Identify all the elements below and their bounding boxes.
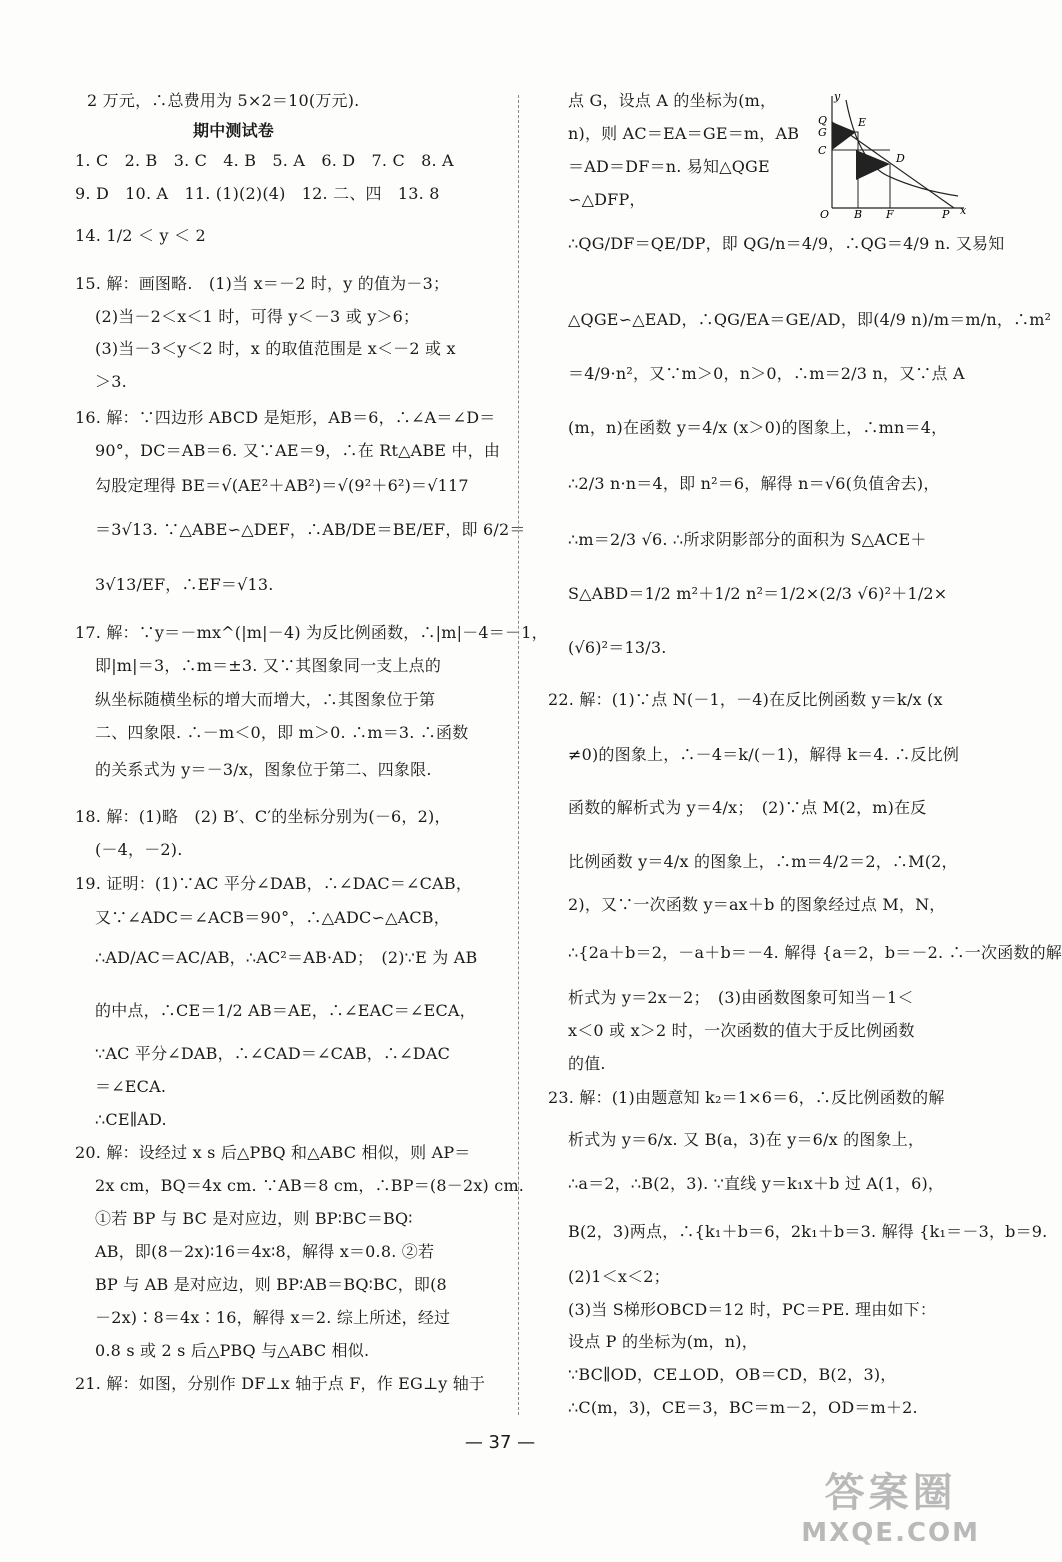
text-line: ∴QG/DF＝QE/DP，即 QG/n＝4/9，∴QG＝4/9 n. 又易知 — [568, 234, 1005, 253]
text-line: ∴CE∥AD. — [95, 1110, 167, 1129]
text-line: x＜0 或 x＞2 时，一次函数的值大于反比例函数 — [568, 1021, 915, 1040]
text-line: n)，则 AC＝EA＝GE＝m，AB — [568, 124, 800, 143]
text-line: 设点 P 的坐标为(m，n)， — [568, 1332, 758, 1351]
text-line: 2 万元，∴总费用为 5×2＝10(万元). — [87, 91, 360, 110]
text-line: ≠0)的图象上，∴－4＝k/(－1)，解得 k＝4. ∴反比例 — [568, 745, 960, 764]
watermark-text: 答案圈 — [824, 1470, 957, 1516]
text-line: 3√13/EF，∴EF＝√13. — [95, 575, 274, 594]
text-line: 的中点，∴CE＝1/2 AB＝AE，∴∠EAC＝∠ECA， — [95, 1001, 476, 1020]
text-line: (－4，－2). — [95, 840, 183, 859]
text-line: B(2，3)两点，∴{k₁＋b＝6，2k₁＋b＝3. 解得 {k₁＝－3，b＝9. — [568, 1222, 1048, 1241]
text-line: △QGE∽△EAD，∴QG/EA＝GE/AD，即(4/9 n)/m＝m/n，∴m² — [568, 310, 1052, 329]
text-line: 90°，DC＝AB＝6. 又∵AE＝9，∴在 Rt△ABE 中，由 — [95, 441, 501, 460]
text-line: AB，即(8－2x)∶16＝4x∶8，解得 x＝0.8. ②若 — [95, 1242, 435, 1261]
hyperbola-curve — [846, 100, 958, 196]
text-line: 点 G，设点 A 的坐标为(m， — [568, 91, 777, 110]
text-line: 1. C 2. B 3. C 4. B 5. A 6. D 7. C 8. A — [75, 151, 454, 170]
section-title: 期中测试卷 — [193, 121, 275, 140]
text-line: 9. D 10. A 11. (1)(2)(4) 12. 二、四 13. 8 — [75, 184, 440, 203]
watermark-url: MXQE.COM — [801, 1518, 980, 1548]
label-p: P — [942, 208, 950, 221]
watermark — [801, 1461, 980, 1548]
text-line: (m，n)在函数 y＝4/x (x＞0)的图象上，∴mn＝4， — [568, 418, 948, 437]
problem-21-figure — [818, 92, 968, 220]
text-line: ∽△DFP， — [568, 190, 646, 209]
text-line: 20. 解：设经过 x s 后△PBQ 和△ABC 相似，则 AP＝ — [75, 1143, 471, 1162]
text-line: ∴2/3 n·n＝4，即 n²＝6，解得 n＝√6(负值舍去)， — [568, 474, 940, 493]
page-number: — 37 — — [464, 1432, 536, 1453]
text-line: 析式为 y＝2x－2； (3)由函数图象可知当－1＜ — [568, 988, 914, 1007]
text-line: ∵BC∥OD，CE⊥OD，OB＝CD，B(2，3)， — [568, 1365, 897, 1384]
label-q: Q — [818, 114, 828, 127]
text-line: 2)，又∵一次函数 y＝ax＋b 的图象经过点 M，N， — [568, 895, 946, 914]
text-line: 23. 解：(1)由题意知 k₂＝1×6＝6，∴反比例函数的解 — [548, 1088, 945, 1107]
text-line: 函数的解析式为 y＝4/x； (2)∵点 M(2，m)在反 — [568, 798, 927, 817]
text-line: 勾股定理得 BE＝√(AE²＋AB²)＝√(9²＋6²)＝√117 — [95, 476, 469, 495]
text-line: 16. 解：∵四边形 ABCD 是矩形，AB＝6，∴∠A＝∠D＝ — [75, 408, 496, 427]
text-line: 的关系式为 y＝－3/x，图象位于第二、四象限. — [95, 760, 432, 779]
text-line: 纵坐标随横坐标的增大而增大，∴其图象位于第 — [95, 690, 436, 709]
text-line: ＝3√13. ∵△ABE∽△DEF，∴AB/DE＝BE/EF，即 6/2＝ — [95, 520, 526, 539]
text-line: 17. 解：∵y＝－mx^(|m|－4) 为反比例函数，∴|m|－4＝－1， — [75, 623, 548, 642]
text-line: (3)当－3＜y＜2 时，x 的取值范围是 x＜－2 或 x — [95, 339, 456, 358]
text-line: ∵AC 平分∠DAB，∴∠CAD＝∠CAB，∴∠DAC — [95, 1044, 451, 1063]
text-line: (2)当－2＜x＜1 时，可得 y＜－3 或 y＞6； — [95, 307, 420, 326]
text-line: 二、四象限. ∴－m＜0，即 m＞0. ∴m＝3. ∴函数 — [95, 723, 469, 742]
label-c: C — [818, 144, 827, 157]
text-line: 的值. — [568, 1054, 606, 1073]
text-line: ∴C(m，3)，CE＝3，BC＝m－2，OD＝m＋2. — [568, 1398, 918, 1417]
text-line: 19. 证明：(1)∵AC 平分∠DAB，∴∠DAC＝∠CAB， — [75, 874, 473, 893]
label-o: O — [820, 208, 830, 221]
label-e: E — [858, 116, 867, 129]
text-line: (3)当 S梯形OBCD＝12 时，PC＝PE. 理由如下： — [568, 1300, 937, 1319]
text-line: ∴a＝2，∴B(2，3). ∵直线 y＝k₁x＋b 过 A(1，6)， — [568, 1174, 945, 1193]
text-line: 0.8 s 或 2 s 后△PBQ 与△ABC 相似. — [95, 1341, 370, 1360]
text-line: 15. 解：画图略. (1)当 x＝－2 时，y 的值为－3； — [75, 274, 450, 293]
text-line: (2)1＜x＜2； — [568, 1267, 670, 1286]
text-line: ①若 BP 与 BC 是对应边，则 BP∶BC＝BQ∶ — [95, 1209, 413, 1228]
label-y: y — [834, 90, 841, 103]
text-line: ＝4/9·n²，又∵m＞0，n＞0，∴m＝2/3 n，又∵点 A — [568, 364, 965, 383]
text-line: 比例函数 y＝4/x 的图象上，∴m＝4/2＝2，∴M(2， — [568, 852, 958, 871]
label-d: D — [896, 152, 905, 165]
label-x: x — [960, 204, 967, 217]
column-divider — [518, 95, 519, 1415]
label-a: A — [848, 154, 856, 167]
text-line: ＝∠ECA. — [95, 1077, 167, 1096]
text-line: 析式为 y＝6/x. 又 B(a，3)在 y＝6/x 的图象上， — [568, 1130, 925, 1149]
text-line: 即|m|＝3，∴m＝±3. 又∵其图象同一支上点的 — [95, 656, 442, 675]
text-line: BP 与 AB 是对应边，则 BP∶AB＝BQ∶BC，即(8 — [95, 1275, 447, 1294]
text-line: 又∵∠ADC＝∠ACB＝90°，∴△ADC∽△ACB， — [95, 908, 450, 927]
text-line: ∴m＝2/3 √6. ∴所求阴影部分的面积为 S△ACE＋ — [568, 530, 927, 549]
text-line: 18. 解：(1)略 (2) B′、C′的坐标分别为(－6，2)， — [75, 807, 451, 826]
text-line: 22. 解：(1)∵点 N(－1，－4)在反比例函数 y＝k/x (x — [548, 690, 943, 709]
label-g: G — [818, 126, 827, 139]
text-line: ＞3. — [95, 372, 127, 391]
label-b: B — [854, 208, 863, 221]
text-line: 21. 解：如图，分别作 DF⊥x 轴于点 F，作 EG⊥y 轴于 — [75, 1374, 486, 1393]
label-f: F — [886, 208, 894, 221]
text-line: S△ABD＝1/2 m²＋1/2 n²＝1/2×(2/3 √6)²＋1/2× — [568, 584, 948, 603]
text-line: (√6)²＝13/3. — [568, 638, 667, 657]
text-line: 14. 1/2 ＜ y ＜ 2 — [75, 226, 206, 245]
text-line: ∴AD/AC＝AC/AB，∴AC²＝AB·AD； (2)∵E 为 AB — [95, 948, 478, 967]
text-line: 2x cm，BQ＝4x cm. ∵AB＝8 cm，∴BP＝(8－2x) cm. — [95, 1176, 525, 1195]
text-line: ＝AD＝DF＝n. 易知△QGE — [568, 157, 770, 176]
text-line: －2x)∶8＝4x∶16，解得 x＝2. 综上所述，经过 — [95, 1308, 451, 1327]
text-line: ∴{2a＋b＝2，－a＋b＝－4. 解得 {a＝2，b＝－2. ∴一次函数的解 — [568, 943, 1062, 962]
